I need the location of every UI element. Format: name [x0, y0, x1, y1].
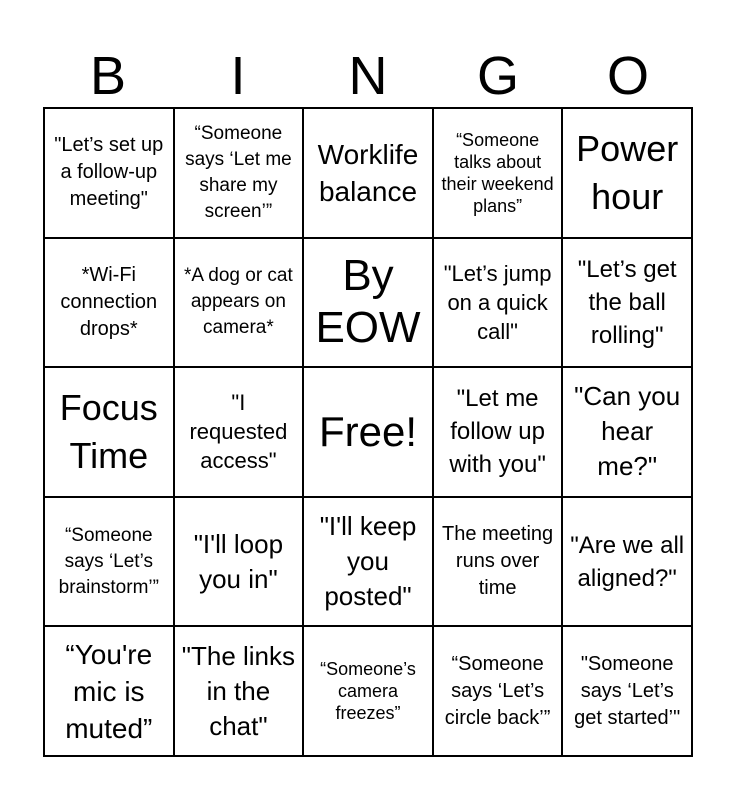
bingo-cell[interactable] — [304, 109, 434, 239]
free-space-text: Free! — [318, 407, 417, 455]
bingo-cell[interactable] — [434, 368, 564, 498]
header-letter-o: O — [606, 46, 649, 106]
cell-text: "I'll keep you posted" — [319, 511, 417, 612]
bingo-cell[interactable] — [175, 498, 305, 628]
bingo-cell[interactable] — [563, 109, 693, 239]
cell-text: "Let’s get the ball rolling" — [577, 255, 677, 349]
bingo-cell[interactable] — [175, 239, 305, 369]
bingo-cell[interactable] — [45, 239, 175, 369]
bingo-cell[interactable] — [45, 498, 175, 628]
bingo-cell[interactable] — [563, 498, 693, 628]
header-letter-i: I — [230, 46, 246, 106]
header-letter-b: B — [89, 46, 127, 106]
cell-text: “Someone says ‘Let me share my screen’” — [185, 122, 292, 222]
bingo-cell[interactable] — [175, 109, 305, 239]
bingo-cell[interactable] — [434, 109, 564, 239]
cell-text: *Wi-Fi connection drops* — [60, 263, 158, 340]
cell-text: "The links in the chat" — [181, 640, 296, 741]
cell-text: "Let me follow up with you" — [449, 385, 546, 479]
bingo-header — [43, 46, 693, 106]
bingo-cell[interactable] — [434, 498, 564, 628]
bingo-board — [43, 107, 693, 757]
cell-text: The meeting runs over time — [442, 523, 554, 600]
header-letter-n: N — [348, 46, 388, 106]
bingo-cell[interactable] — [563, 627, 693, 757]
cell-text: "Someone says ‘Let’s get started’" — [574, 652, 681, 729]
cell-text: “Someone’s camera freezes” — [320, 659, 416, 724]
cell-text: By EOW — [315, 251, 421, 353]
cell-text: "Let’s set up a follow-up meeting" — [54, 134, 164, 211]
bingo-cell[interactable] — [304, 627, 434, 757]
cell-text: “You're mic is muted” — [65, 638, 153, 744]
cell-text: "I'll loop you in" — [193, 528, 284, 594]
bingo-cell[interactable] — [434, 239, 564, 369]
cell-text: Focus Time — [59, 386, 158, 476]
bingo-cell[interactable] — [434, 627, 564, 757]
bingo-cell free-space[interactable] — [304, 368, 434, 498]
cell-text: “Someone says ‘Let’s circle back’” — [444, 652, 551, 729]
bingo-cell[interactable] — [563, 239, 693, 369]
cell-text: "I requested access" — [189, 390, 288, 474]
bingo-cell[interactable] — [304, 498, 434, 628]
bingo-cell[interactable] — [175, 627, 305, 757]
bingo-cell[interactable] — [45, 368, 175, 498]
header-letter-g: G — [476, 46, 519, 106]
bingo-cell[interactable] — [45, 627, 175, 757]
cell-text: Power hour — [576, 127, 679, 217]
cell-text: "Are we all aligned?" — [570, 531, 685, 592]
cell-text: “Someone talks about their weekend plans” — [441, 129, 554, 216]
bingo-cell[interactable] — [304, 239, 434, 369]
bingo-cell[interactable] — [563, 368, 693, 498]
cell-text: Worklife balance — [317, 138, 419, 207]
cell-text: *A dog or cat appears on camera* — [183, 265, 293, 339]
bingo-cell[interactable] — [45, 109, 175, 239]
bingo-cell[interactable] — [175, 368, 305, 498]
cell-text: "Let’s jump on a quick call" — [443, 260, 552, 344]
cell-text: “Someone says ‘Let’s brainstorm’” — [58, 524, 159, 598]
cell-text: "Can you hear me?" — [574, 381, 681, 482]
